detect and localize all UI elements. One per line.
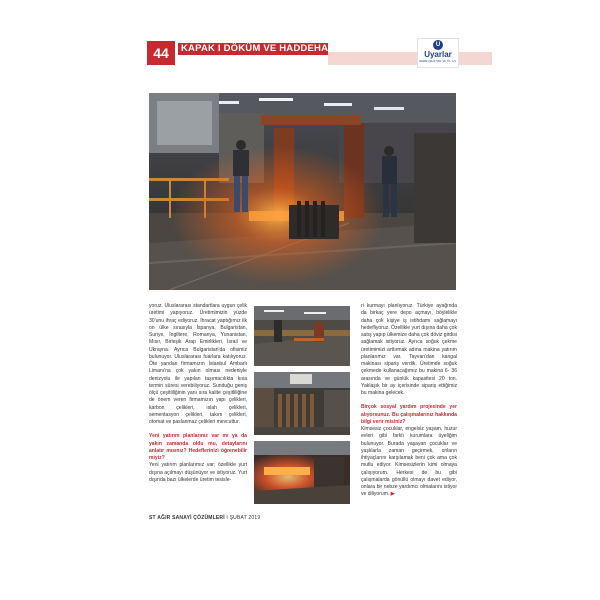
paragraph-answer	[361, 426, 457, 499]
page-number: 44	[147, 41, 175, 65]
steel-mill-workers-photo	[149, 93, 456, 290]
footer-issue: ŞUBAT 2019	[229, 515, 261, 521]
steel-sections-photo	[254, 372, 350, 435]
company-logo	[417, 38, 459, 68]
paragraph-intro: ri kurmayı planlıyoruz. Türkiye ayağında da birkaç yere depo açmayı, böylelikle daha çok kişiye iş istihdamı sağlamayı hedefliyoruz. Özellikle yurt dışına daha çok satış yapıp ülkemize daha çok döviz girdisi sağlamak istiyoruz. Ayrıca soğuk çekme üretimimizi arttırmak adına makina yatırım planlarımız var. Tayvan'dan kangal makinası sipariş verdik. Üretimde soğuk çekmede kullanacağımız bu makina 6- 36 arasında ve günlük kapasitesi 20 ton. Yaklaşık bir ay içerisinde sipariş ettiğimiz bu makina gelecek.	[361, 303, 457, 396]
logo-subtext: DEMİR ÇELİK SAN. VE TİC. A.Ş.	[419, 60, 457, 63]
end-mark-icon: ▶	[390, 491, 395, 498]
hot-billet-photo	[254, 441, 350, 504]
paragraph-answer: Yeni yatırım planlarımız var; özellikle yurt dışına açılmayı düşünüyor ve istiyoruz. Yurt dışında bazı ülkelerde üretim tesisle-	[149, 462, 247, 483]
section-title: KAPAK I DÖKÜM VE HADDEHANELER	[181, 43, 362, 54]
answer-text: Kimsesiz çocuklar, engelsiz yaşam, huzur evleri gibi farklı kurumlara üyeliğim bulunuyor. Burada yaşayan çocuklar ve yaşlılarla zaman geçirmek, onların ihtiyaçlarını karşılamak beni çok ama çok mutlu ediyor. Kimsesizlerin kimi olmaya çalışıyorum. Herkesi de bu gibi çalışmalarda gönüllü olmayı davet ediyor, onlara bir nebze yardımcı olmalarını istiyor ve diliyorum.	[361, 426, 457, 498]
page-footer	[149, 515, 260, 521]
logo-emblem-icon: U	[433, 40, 443, 50]
article-column-right	[361, 303, 457, 499]
question-heading: Birçok sosyal yardım projesinde yer alıyorsunuz. Bu çalışmalarınız hakkında bilgi verir misiniz?	[361, 404, 457, 425]
paragraph-intro: yoruz. Uluslararası standartlara uygun çelik üretimi yapıyoruz. Üretimimizin yüzde 30'unu ihraç ediyoruz. İhracat yaptığımız ilk on ülke sırasıyla İspanya, Bulgaristan, Suriye, İngiltere, Romanya, Yunanistan, Mısır, Birleşik Arap Emirlikleri, İsrail ve Ukrayna. Ayrıca Bulgaristan'da ofisimiz bulunuyor. Uluslararası fuarlara katılıyoruz. Öte yandan firmamızın İstanbul Ambarlı Limanı'na çok yakın olması nedeniyle denizyolu ile yapılan taşımacılıkta kısa termin süresi verebiliyoruz. Sunduğu geniş ölçü çeşitliliğinin yanı sıra kalite çeşitliliğine de önem veren firmamızın yapı çelikleri, karbon çelikleri, ıslah çelikleri, sementasyon çelikleri, takım çelikleri, otomat ve paslanmaz çelikleri mevcuttur.	[149, 303, 247, 425]
footer-separator: I	[226, 515, 229, 521]
article-column-left	[149, 303, 247, 484]
steel-mill-illustration	[149, 93, 456, 290]
footer-publication: ST AĞIR SANAYİ ÇÖZÜMLERİ	[149, 515, 225, 521]
question-heading: Yeni yatırım planlarınız var mı ya da yakın zamanda oldu mu, detaylarını anlatır mısınız? Hedeflerinizi öğrenebilir miyiz?	[149, 433, 247, 461]
rolling-line-photo	[254, 306, 350, 366]
logo-text: Uyarlar	[424, 50, 452, 59]
